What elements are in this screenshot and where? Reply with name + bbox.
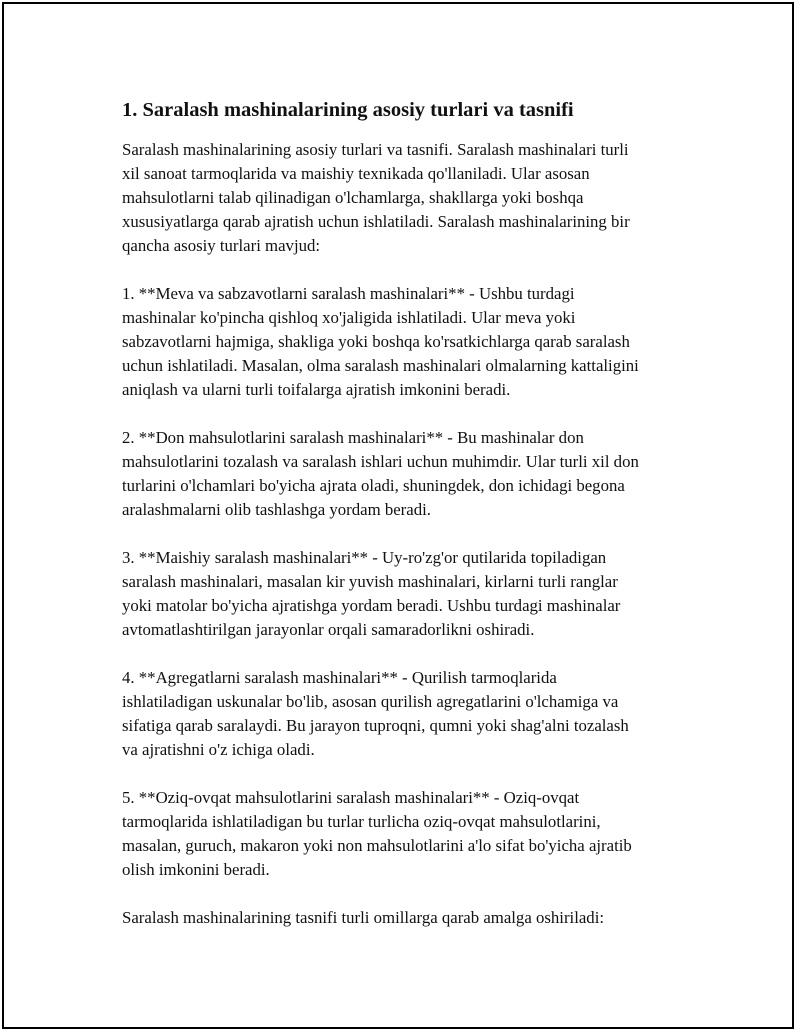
list-item-5: 5. **Oziq-ovqat mahsulotlarini saralash mashinalari** - Oziq-ovqat tarmoqlarida ishlatiladigan bu turlar turlicha oziq-ovqat mahsulotlarini, masalan, guruch, makaron yoki non mahsulotlarini a'lo sifat bo'yicha ajratib olish imkonini beradi.: [122, 788, 632, 879]
section-heading: 1. Saralash mashinalarining asosiy turlari va tasnifi: [122, 99, 574, 121]
page-frame: [2, 2, 794, 1029]
closing-paragraph: Saralash mashinalarining tasnifi turli omillarga qarab amalga oshiriladi:: [122, 908, 605, 927]
document-body: [122, 96, 692, 954]
list-item-4: 4. **Agregatlarni saralash mashinalari** - Qurilish tarmoqlarida ishlatiladigan uskunalar bo'lib, asosan qurilish agregatlarini o'lchamiga va sifatiga qarab saralaydi. Bu jarayon tuproqni, qumni yoki shag'alni tozalash va ajratishni o'z ichiga oladi.: [122, 668, 629, 759]
list-item-1: 1. **Meva va sabzavotlarni saralash mashinalari** - Ushbu turdagi mashinalar ko'pincha qishloq xo'jaligida ishlatiladi. Ular meva yoki sabzavotlarni hajmiga, shakliga yoki boshqa ko'rsatkichlarga qarab saralash uchun ishlatiladi. Masalan, olma saralash mashinalari olmalarning kattaligini aniqlash va ularni turli toifalarga ajratish imkonini beradi.: [122, 284, 639, 399]
list-item-3: 3. **Maishiy saralash mashinalari** - Uy-ro'zg'or qutilarida topiladigan saralash mashinalari, masalan kir yuvish mashinalari, kirlarni turli ranglar yoki matolar bo'yicha ajratishga yordam beradi. Ushbu turdagi mashinalar avtomatlashtirilgan jarayonlar orqali samaradorlikni oshiradi.: [122, 548, 621, 639]
list-item-2: 2. **Don mahsulotlarini saralash mashinalari** - Bu mashinalar don mahsulotlarini tozalash va saralash ishlari uchun muhimdir. Ular turli xil don turlarini o'lchamlari bo'yicha ajrata oladi, shuningdek, don ichidagi begona aralashmalarni olib tashlashga yordam beradi.: [122, 428, 639, 519]
intro-paragraph: Saralash mashinalarining asosiy turlari va tasnifi. Saralash mashinalari turli xil sanoat tarmoqlarida va maishiy texnikada qo'llaniladi. Ular asosan mahsulotlarni talab qilinadigan o'lchamlarga, shakllarga yoki boshqa xususiyatlarga qarab ajratish uchun ishlatiladi. Saralash mashinalarining bir qancha asosiy turlari mavjud:: [122, 140, 630, 255]
